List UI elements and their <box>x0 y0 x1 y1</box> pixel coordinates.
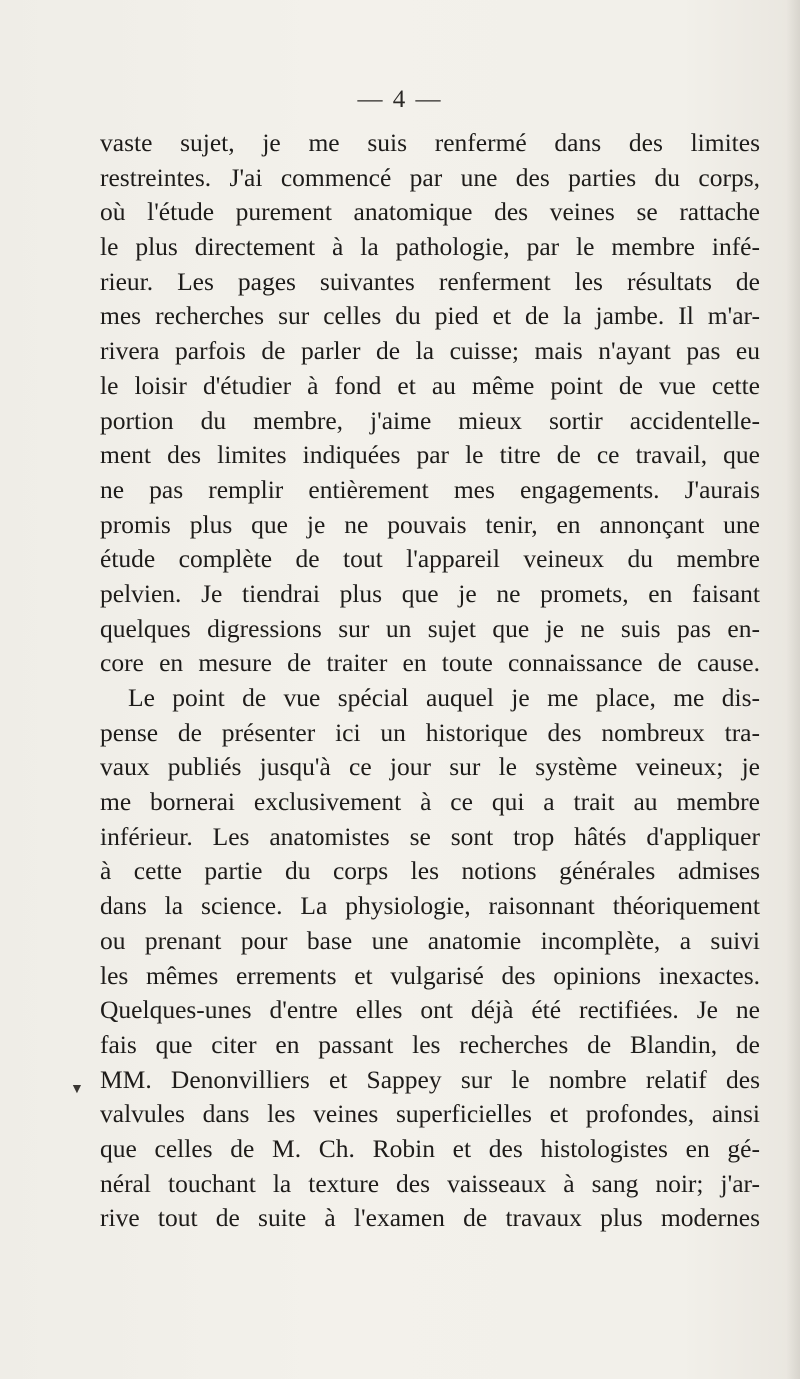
text-line: rive tout de suite à l'examen de travaux plus modernes <box>100 1203 760 1233</box>
text-line: le plus directement à la pathologie, par le membre infé- <box>100 232 760 262</box>
text-line: les mêmes errements et vulgarisé des opinions inexactes. <box>100 960 760 990</box>
text-line: valvules dans les veines superficielles et profondes, ainsi <box>100 1099 760 1129</box>
text-line: ne pas remplir entièrement mes engagements. J'aurais <box>100 474 760 504</box>
text-line: me bornerai exclusivement à ce qui a trait au membre <box>100 787 760 817</box>
text-line: ment des limites indiquées par le titre de ce travail, que <box>100 440 760 470</box>
text-line: promis plus que je ne pouvais tenir, en annonçant une <box>100 509 760 539</box>
text-line: mes recherches sur celles du pied et de la jambe. Il m'ar- <box>100 301 760 331</box>
text-line: où l'étude purement anatomique des veines se rattache <box>100 197 760 227</box>
text-line: inférieur. Les anatomistes se sont trop hâtés d'appliquer <box>100 821 760 851</box>
text-line: le loisir d'étudier à fond et au même point de vue cette <box>100 370 760 400</box>
text-line: fais que citer en passant les recherches de Blandin, de <box>100 1029 760 1059</box>
text-line: ou prenant pour base une anatomie incomplète, a suivi <box>100 925 760 955</box>
text-line: portion du membre, j'aime mieux sortir accidentelle- <box>100 405 760 435</box>
text-line: vaux publiés jusqu'à ce jour sur le système veineux; je <box>100 752 760 782</box>
text-line: dans la science. La physiologie, raisonnant théoriquement <box>100 891 760 921</box>
text-line: rieur. Les pages suivantes renferment les résultats de <box>100 266 760 296</box>
text-line: à cette partie du corps les notions générales admises <box>100 856 760 886</box>
text-line: MM. Denonvilliers et Sappey sur le nombre relatif des <box>100 1064 760 1094</box>
text-line: Quelques-unes d'entre elles ont déjà été rectifiées. Je ne <box>100 995 760 1025</box>
text-line-paragraph-start: Le point de vue spécial auquel je me place, me dis- <box>128 683 760 712</box>
text-line: quelques digressions sur un sujet que je ne suis pas en- <box>100 613 760 643</box>
text-line: vaste sujet, je me suis renfermé dans des limites <box>100 128 760 157</box>
text-line: core en mesure de traiter en toute connaissance de cause. <box>100 648 760 678</box>
margin-mark-icon: ▼ <box>70 1082 84 1097</box>
page-edge-shadow <box>786 0 800 1379</box>
text-line: restreintes. J'ai commencé par une des parties du corps, <box>100 162 760 192</box>
text-line: étude complète de tout l'appareil veineux du membre <box>100 544 760 574</box>
text-line: pense de présenter ici un historique des nombreux tra- <box>100 717 760 747</box>
text-line: néral touchant la texture des vaisseaux à sang noir; j'ar- <box>100 1168 760 1198</box>
body-text <box>100 126 760 1236</box>
text-line: rivera parfois de parler de la cuisse; mais n'ayant pas eu <box>100 336 760 366</box>
text-line: pelvien. Je tiendrai plus que je ne promets, en faisant <box>100 578 760 608</box>
text-line: que celles de M. Ch. Robin et des histologistes en gé- <box>100 1133 760 1163</box>
page-number-header: — 4 — <box>357 86 443 113</box>
